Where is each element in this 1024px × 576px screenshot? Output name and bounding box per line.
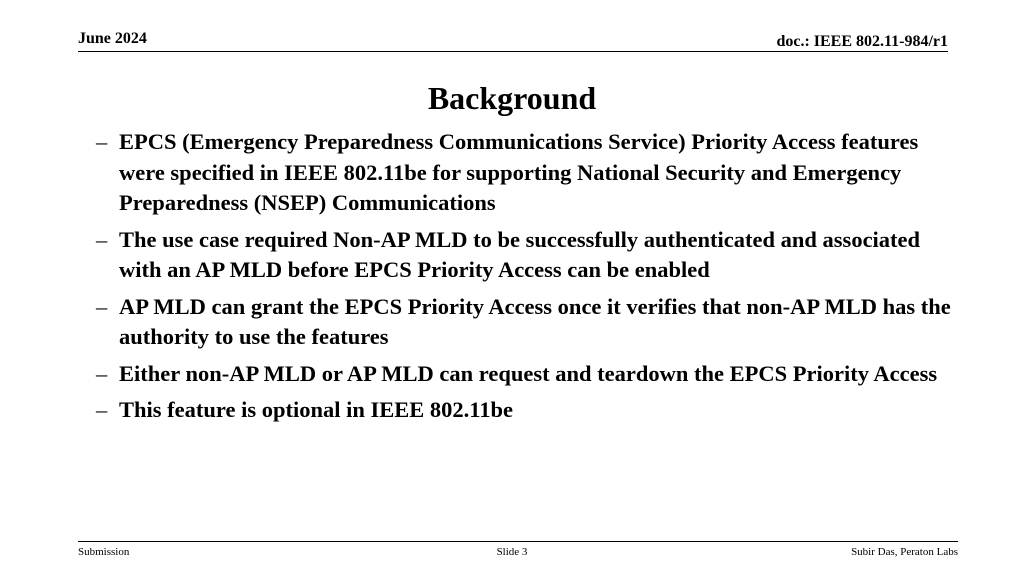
bullet-list [96,127,956,432]
header-date: June 2024 [78,30,147,47]
bullet-text: The use case required Non-AP MLD to be successfully authenticated and associated with an AP MLD before EPCS Priority Access can be enabled [119,226,921,282]
footer-slide-number: Slide 3 [496,546,528,558]
bullet-item [96,359,956,390]
bullet-item [96,127,956,219]
header-divider [78,51,948,52]
footer-divider [78,541,958,542]
bullet-text: EPCS (Emergency Preparedness Communications Service) Priority Access features were specified in IEEE 802.11be for supporting National Security and Emergency Preparedness (NSEP) Communications [119,129,919,215]
bullet-dash: – [96,293,108,319]
bullet-dash: – [96,226,108,252]
bullet-item [96,225,956,286]
bullet-dash: – [96,397,108,422]
footer-author: Subir Das, Peraton Labs [851,546,958,558]
bullet-item [96,395,956,426]
bullet-text: AP MLD can grant the EPCS Priority Access once it verifies that non-AP MLD has the authority to use the features [119,293,951,349]
header-doc-id: doc.: IEEE 802.11-984/r1 [776,33,948,50]
bullet-item [96,292,956,353]
bullet-dash: – [96,360,108,386]
bullet-dash: – [96,129,108,154]
bullet-text: This feature is optional in IEEE 802.11be [119,397,514,422]
footer-submission: Submission [78,546,130,558]
slide-title: Background [427,80,597,116]
bullet-text: Either non-AP MLD or AP MLD can request and teardown the EPCS Priority Access [119,360,938,386]
